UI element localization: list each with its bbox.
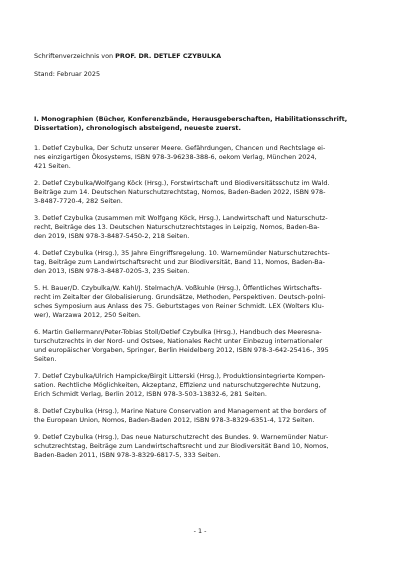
document-title <box>34 52 221 60</box>
title-prefix: Schriftenverzeichnis von <box>34 52 116 60</box>
entry-line: schutzrechtstag, Beiträge zum Landwirtschaftsrecht und zur Biodiversität Band 10, Nomos, <box>34 442 329 450</box>
entry-line: Beiträge zum 14. Deutschen Naturschutzrechtstag, Nomos, Baden-Baden 2022, ISBN 978- <box>34 188 326 196</box>
section-heading-line: Dissertation), chronologisch absteigend, neueste zuerst. <box>34 124 241 132</box>
entry-line: Baden-Baden 2011, ISBN 978-3-8329-6817-5, 333 Seiten. <box>34 451 221 459</box>
entry-line: Erich Schmidt Verlag, Berlin 2012, ISBN 978-3-503-13832-6, 281 Seiten. <box>34 390 267 398</box>
entry-line: den 2013, ISBN 978-3-8487-0205-3, 235 Seiten. <box>34 267 190 275</box>
entry-line: und europäischer Vorgaben, Springer, Berlin Heidelberg 2012, ISBN 978-3-642-25416-, 395 <box>34 346 329 354</box>
entry-line: 421 Seiten. <box>34 162 71 170</box>
author-name: PROF. DR. DETLEF CZYBULKA <box>115 52 222 60</box>
entry-line: 8. Detlef Czybulka (Hrsg.), Marine Nature Conservation and Management at the borders of <box>34 407 327 415</box>
entry-line: the European Union, Nomos, Baden-Baden 2012, ISBN 978-3-8329-6351-4, 172 Seiten. <box>34 416 315 424</box>
entry-line: 6. Martin Gellermann/Peter-Tobias Stoll/Detlef Czybulka (Hrsg.), Handbuch des Meeresna- <box>34 328 322 336</box>
entry-line: 7. Detlef Czybulka/Ulrich Hampicke/Birgit Litterski (Hrsg.), Produktionsintegrierte Kompen- <box>34 372 326 380</box>
entry-line: wer), Warzawa 2012, 250 Seiten. <box>34 311 141 319</box>
entry-line: 1. Detlef Czybulka, Der Schutz unserer Meere. Gefährdungen, Chancen und Rechtslage ei- <box>34 144 326 152</box>
entry-line: 9. Detlef Czybulka (Hrsg.), Das neue Naturschutzrecht des Bundes. 9. Warnemünder Natur- <box>34 433 329 441</box>
entry-line: tag, Beiträge zum Landwirtschaftsrecht und zur Biodiversität, Band 11, Nomos, Baden-Ba- <box>34 258 325 266</box>
section-heading-line: I. Monographien (Bücher, Konferenzbände, Herausgeberschaften, Habilitationsschrift, <box>34 115 348 123</box>
entry-line: 3-8487-7720-4, 282 Seiten. <box>34 197 123 205</box>
entry-line: recht, Beiträge des 13. Deutschen Naturschutzrechtstages in Leipzig, Nomos, Baden-Ba- <box>34 223 320 231</box>
stand-date: Stand: Februar 2025 <box>34 70 101 78</box>
entry-line: Seiten. <box>34 355 57 363</box>
entry-line: 2. Detlef Czybulka/Wolfgang Köck (Hrsg.), Forstwirtschaft und Biodiversitätsschutz im Wald. <box>34 179 330 187</box>
entry-line: sches Symposium aus Anlass des 75. Geburtstages von Reiner Schmidt. LEX (Wolters Klu- <box>34 302 325 310</box>
entry-line: turschutzrechts in der Nord- und Ostsee, Nationales Recht unter Einbezug internationaler <box>34 337 323 345</box>
entry-line: 3. Detlef Czybulka (zusammen mit Wolfgang Köck, Hrsg.), Landwirtschaft und Naturschutz- <box>34 214 328 222</box>
entry-line: 5. H. Bauer/D. Czybulka/W. Kahl/J. Stelmach/A. Voßkuhle (Hrsg.), Öffentliches Wirtschafts- <box>34 284 322 292</box>
entry-line: recht im Zeitalter der Globalisierung. Grundsätze, Methoden, Perspektiven. Deutsch-polni- <box>34 293 326 301</box>
entry-line: nes einzigartigen Ökosystems, ISBN 978-3-96238-388-6, oekom Verlag, München 2024, <box>34 153 317 161</box>
entry-line: sation. Rechtliche Möglichkeiten, Akzeptanz, Effizienz und naturschutzgerechte Nutzung, <box>34 381 321 389</box>
page-number: - 1 - <box>193 527 207 535</box>
entry-line: den 2019, ISBN 978-3-8487-5450-2, 218 Seiten. <box>34 232 190 240</box>
entry-line: 4. Detlef Czybulka (Hrsg.), 35 Jahre Eingriffsregelung. 10. Warnemünder Naturschutzrechts- <box>34 249 330 257</box>
